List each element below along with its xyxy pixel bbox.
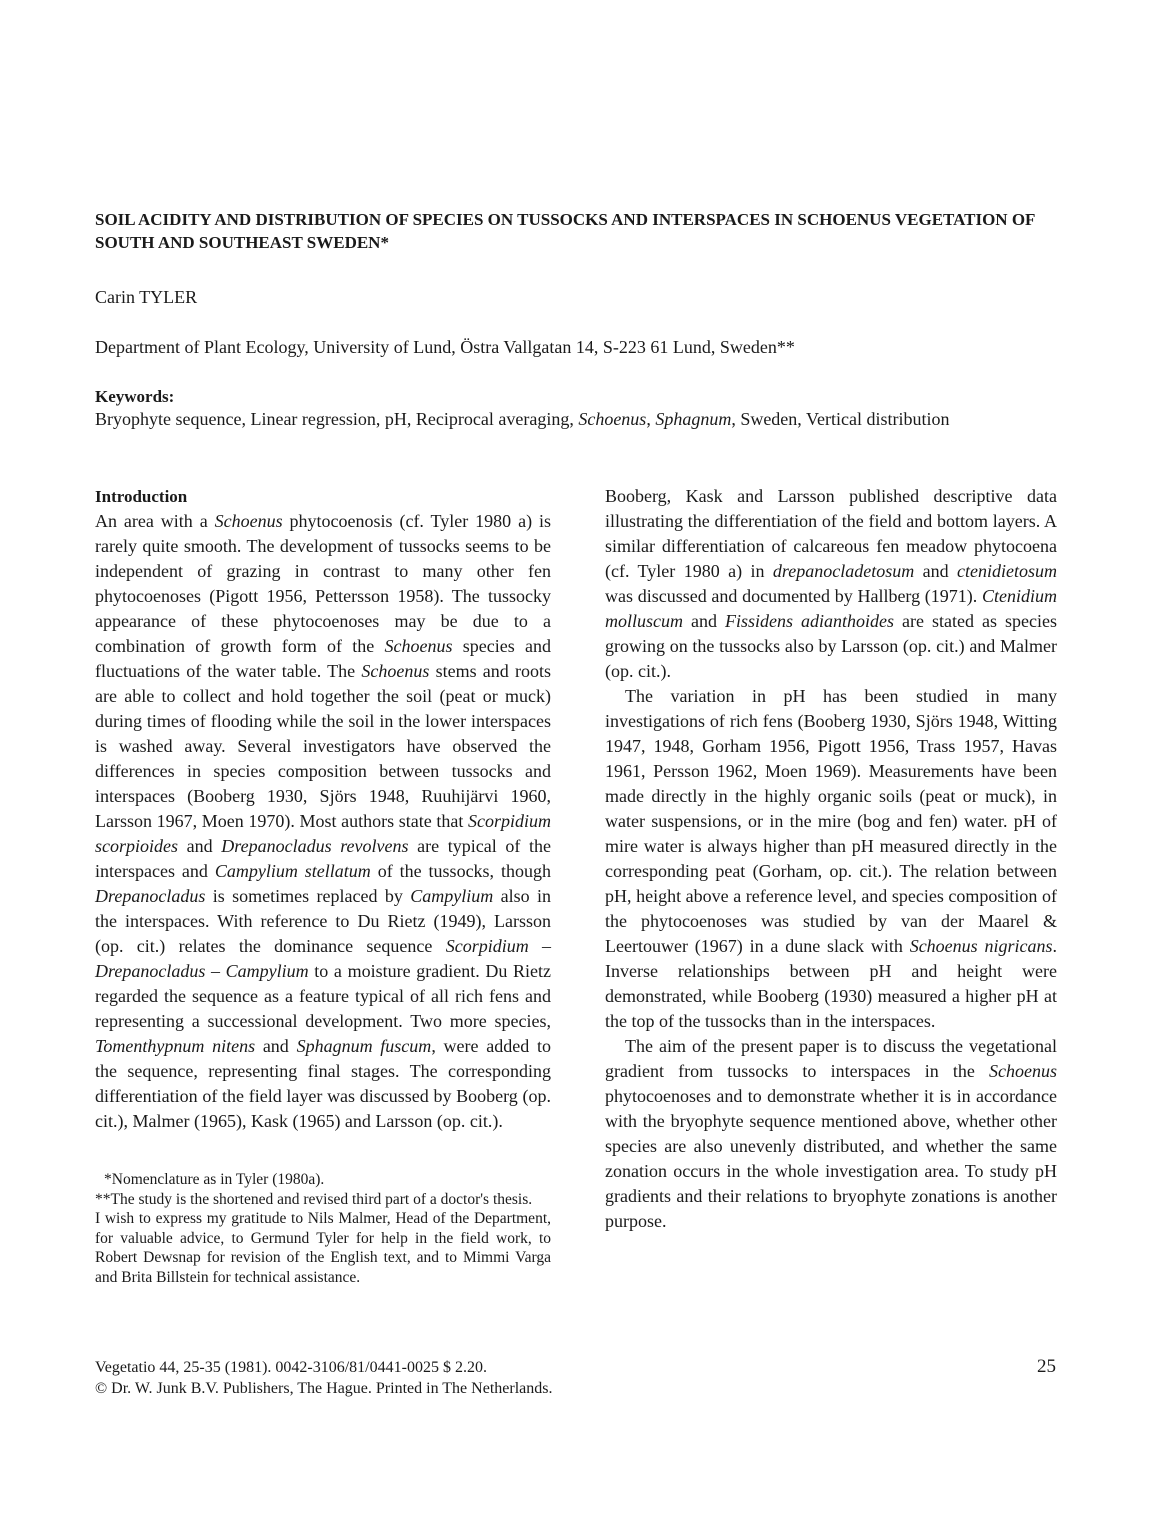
paper-title: SOIL ACIDITY AND DISTRIBUTION OF SPECIES ON TUSSOCKS AND INTERSPACES IN SCHOENUS VEGETATION OF SOUTH AND SOUTHEAST SWEDEN* [95,210,1035,252]
intro-paragraph-2: The variation in pH has been studied in many investigations of rich fens (Booberg 1930, Sjörs 1948, Witting 1947, 1948, Gorham 1956, Pigott 1956, Trass 1957, Havas 1961, Persson 1962, Moen 1969). Measurements have been made directly in the highly organic soils (peat or muck), in water suspensions, or in the mire (bog and fen) water. pH of mire water is always higher than pH measured directly in the corresponding peat (Gorham, op. cit.). The relation between pH, height above a reference level, and species composition of the phytocoenoses was studied by van der Maarel & Leertouwer (1967) in a dune slack with Schoenus nigricans. Inverse relationships between pH and height were demonstrated, while Booberg (1930) measured a higher pH at the top of the tussocks than in the interspaces. [605,686,1057,1031]
journal-citation [95,1357,552,1399]
author-name: Carin TYLER [95,287,198,307]
keywords-list: Bryophyte sequence, Linear regression, pH, Reciprocal averaging, Schoenus, Sphagnum, Sweden, Vertical distribution [95,409,950,429]
intro-paragraph-3: The aim of the present paper is to discuss the vegetational gradient from tussocks to interspaces in the Schoenus phytocoenoses and to demonstrate whether it is in accordance with the bryophyte sequence mentioned above, whether other species are also unevenly distributed, and whether the same zonation occurs in the whole investigation area. To study pH gradients and their relations to bryophyte zonations is another purpose. [605,1036,1057,1231]
footnote-acknowledgements: I wish to express my gratitude to Nils Malmer, Head of the Department, for valuable advice, to Germund Tyler for help in the field work, to Robert Dewsnap for revision of the English text, and to Mimmi Varga and Brita Billstein for technical assistance. [95,1210,551,1286]
affiliation: Department of Plant Ecology, University of Lund, Östra Vallgatan 14, S-223 61 Lund, Sweden** [95,337,795,357]
intro-paragraph-1-part-b: Booberg, Kask and Larsson published descriptive data illustrating the differentiation of the field and bottom layers. A similar differentiation of calcareous fen meadow phytocoena (cf. Tyler 1980 a) in drepanocladetosum and ctenidietosum was discussed and documented by Hallberg (1971). Ctenidium molluscum and Fissidens adianthoides are stated as species growing on the tussocks also by Larsson (op. cit.) and Malmer (op. cit.). [605,486,1057,681]
section-heading-introduction: Introduction [95,487,188,506]
page-number: 25 [1037,1356,1056,1377]
footnote-nomenclature: *Nomenclature as in Tyler (1980a). [104,1171,325,1188]
footnotes [95,1170,551,1287]
journal-citation-line-2: © Dr. W. Junk B.V. Publishers, The Hague. Printed in The Netherlands. [95,1380,553,1397]
intro-paragraph-1-part-a: An area with a Schoenus phytocoenosis (cf. Tyler 1980 a) is rarely quite smooth. The development of tussocks seems to be independent of grazing in contrast to many other fen phytocoenoses (Pigott 1956, Pettersson 1958). The tussocky appearance of these phytocoenoses may be due to a combination of growth form of the Schoenus species and fluctuations of the water table. The Schoenus stems and roots are able to collect and hold together the soil (peat or muck) during times of flooding while the soil in the lower interspaces is washed away. Several investigators have observed the differences in species composition between tussocks and interspaces (Booberg 1930, Sjörs 1948, Ruuhijärvi 1960, Larsson 1967, Moen 1970). Most authors state that Scorpidium scorpioides and Drepanocladus revolvens are typical of the interspaces and Campylium stellatum of the tussocks, though Drepanocladus is sometimes replaced by Campylium also in the interspaces. With reference to Du Rietz (1949), Larsson (op. cit.) relates the dominance sequence Scorpidium – Drepanocladus – Campylium to a moisture gradient. Du Rietz regarded the sequence as a feature typical of all rich fens and representing a successional development. Two more species, Tomenthypnum nitens and Sphagnum fuscum, were added to the sequence, representing final stages. The corresponding differentiation of the field layer was discussed by Booberg (op. cit.), Malmer (1965), Kask (1965) and Larsson (op. cit.). [95,511,552,1131]
keywords-heading: Keywords: [95,387,175,406]
journal-citation-line-1: Vegetatio 44, 25-35 (1981). 0042-3106/81/0441-0025 $ 2.20. [95,1359,487,1376]
column-left [95,484,551,1134]
footnote-thesis: **The study is the shortened and revised third part of a doctor's thesis. [95,1190,533,1208]
column-right [605,484,1057,1234]
